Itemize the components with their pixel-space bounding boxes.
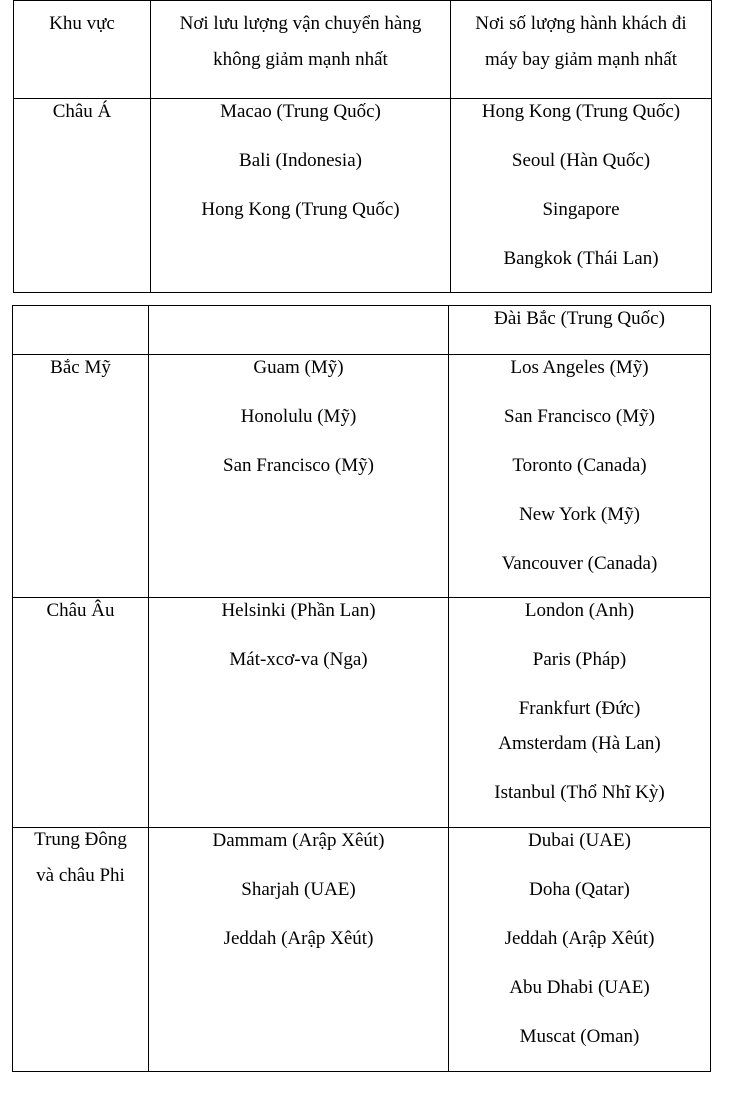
region-label: Châu Á xyxy=(52,101,112,122)
cargo-item: Sharjah (UAE) xyxy=(241,879,356,900)
cargo-item: Mát-xcơ-va (Nga) xyxy=(229,649,368,670)
passenger-item: Doha (Qatar) xyxy=(529,879,630,900)
header-passenger-line: Nơi số lượng hành khách đi xyxy=(475,13,687,34)
passenger-item: San Francisco (Mỹ) xyxy=(504,406,655,427)
region-cell xyxy=(13,586,148,635)
header-cargo-line: Nơi lưu lượng vận chuyển hàng xyxy=(179,13,422,34)
passenger-cell xyxy=(449,343,710,588)
table1-bottom-border xyxy=(13,292,712,293)
passenger-item: Muscat (Oman) xyxy=(519,1026,640,1047)
region-label: và châu Phi xyxy=(36,865,125,886)
table1-right-border xyxy=(711,0,712,293)
region-label: Bắc Mỹ xyxy=(50,357,111,378)
passenger-item: Jeddah (Arập Xêút) xyxy=(504,928,655,949)
cargo-item: Bali (Indonesia) xyxy=(239,150,362,171)
region-cell xyxy=(14,87,150,136)
passenger-item: Frankfurt (Đức) xyxy=(518,698,641,719)
cargo-item: Honolulu (Mỹ) xyxy=(240,406,357,427)
cargo-item: Helsinki (Phần Lan) xyxy=(221,600,376,621)
region-label: Châu Âu xyxy=(46,600,115,621)
cargo-item: Jeddah (Arập Xêút) xyxy=(223,928,374,949)
passenger-item: Toronto (Canada) xyxy=(512,455,647,476)
region-cell xyxy=(13,343,148,392)
passenger-item: Singapore xyxy=(542,199,620,220)
passenger-cell xyxy=(449,719,710,817)
passenger-item: Seoul (Hàn Quốc) xyxy=(511,150,651,171)
passenger-item: London (Anh) xyxy=(524,600,635,621)
cargo-item: Macao (Trung Quốc) xyxy=(220,101,381,122)
passenger-item: Vancouver (Canada) xyxy=(501,553,658,574)
cargo-item: Dammam (Arập Xêút) xyxy=(212,830,385,851)
cargo-item: Guam (Mỹ) xyxy=(253,357,344,378)
passenger-item: Istanbul (Thổ Nhĩ Kỳ) xyxy=(494,782,665,803)
passenger-item: Abu Dhabi (UAE) xyxy=(509,977,650,998)
passenger-cell xyxy=(449,294,710,343)
passenger-item: Dubai (UAE) xyxy=(528,830,631,851)
header-cargo-line: không giảm mạnh nhất xyxy=(213,49,388,70)
table2-right-border xyxy=(710,305,711,1072)
passenger-item: Hong Kong (Trung Quốc) xyxy=(481,101,681,122)
passenger-item: Đài Bắc (Trung Quốc) xyxy=(494,308,665,329)
table1-left-border xyxy=(13,0,14,293)
header-passenger xyxy=(451,6,711,78)
table1-top-border xyxy=(13,0,712,1)
passenger-item: Bangkok (Thái Lan) xyxy=(503,248,659,269)
passenger-cell xyxy=(451,87,711,283)
cargo-cell xyxy=(149,343,448,490)
cargo-item: San Francisco (Mỹ) xyxy=(223,455,374,476)
cargo-cell xyxy=(149,816,448,963)
table2-bottom-border xyxy=(12,1071,711,1072)
passenger-item: Paris (Pháp) xyxy=(532,649,627,670)
cargo-cell xyxy=(149,586,448,684)
region-label: Trung Đông xyxy=(34,829,127,850)
header-cargo xyxy=(151,6,450,78)
region-cell xyxy=(13,816,148,894)
header-region-label: Khu vực xyxy=(49,13,115,34)
passenger-item: Amsterdam (Hà Lan) xyxy=(498,733,661,754)
cargo-item: Hong Kong (Trung Quốc) xyxy=(201,199,400,220)
passenger-cell xyxy=(449,816,710,1061)
cargo-cell xyxy=(151,87,450,234)
header-passenger-line: máy bay giảm mạnh nhất xyxy=(484,49,678,70)
table2-left-border xyxy=(12,305,13,1072)
passenger-item: Los Angeles (Mỹ) xyxy=(510,357,649,378)
header-region xyxy=(14,6,150,42)
passenger-item: New York (Mỹ) xyxy=(519,504,640,525)
passenger-cell xyxy=(449,586,710,733)
